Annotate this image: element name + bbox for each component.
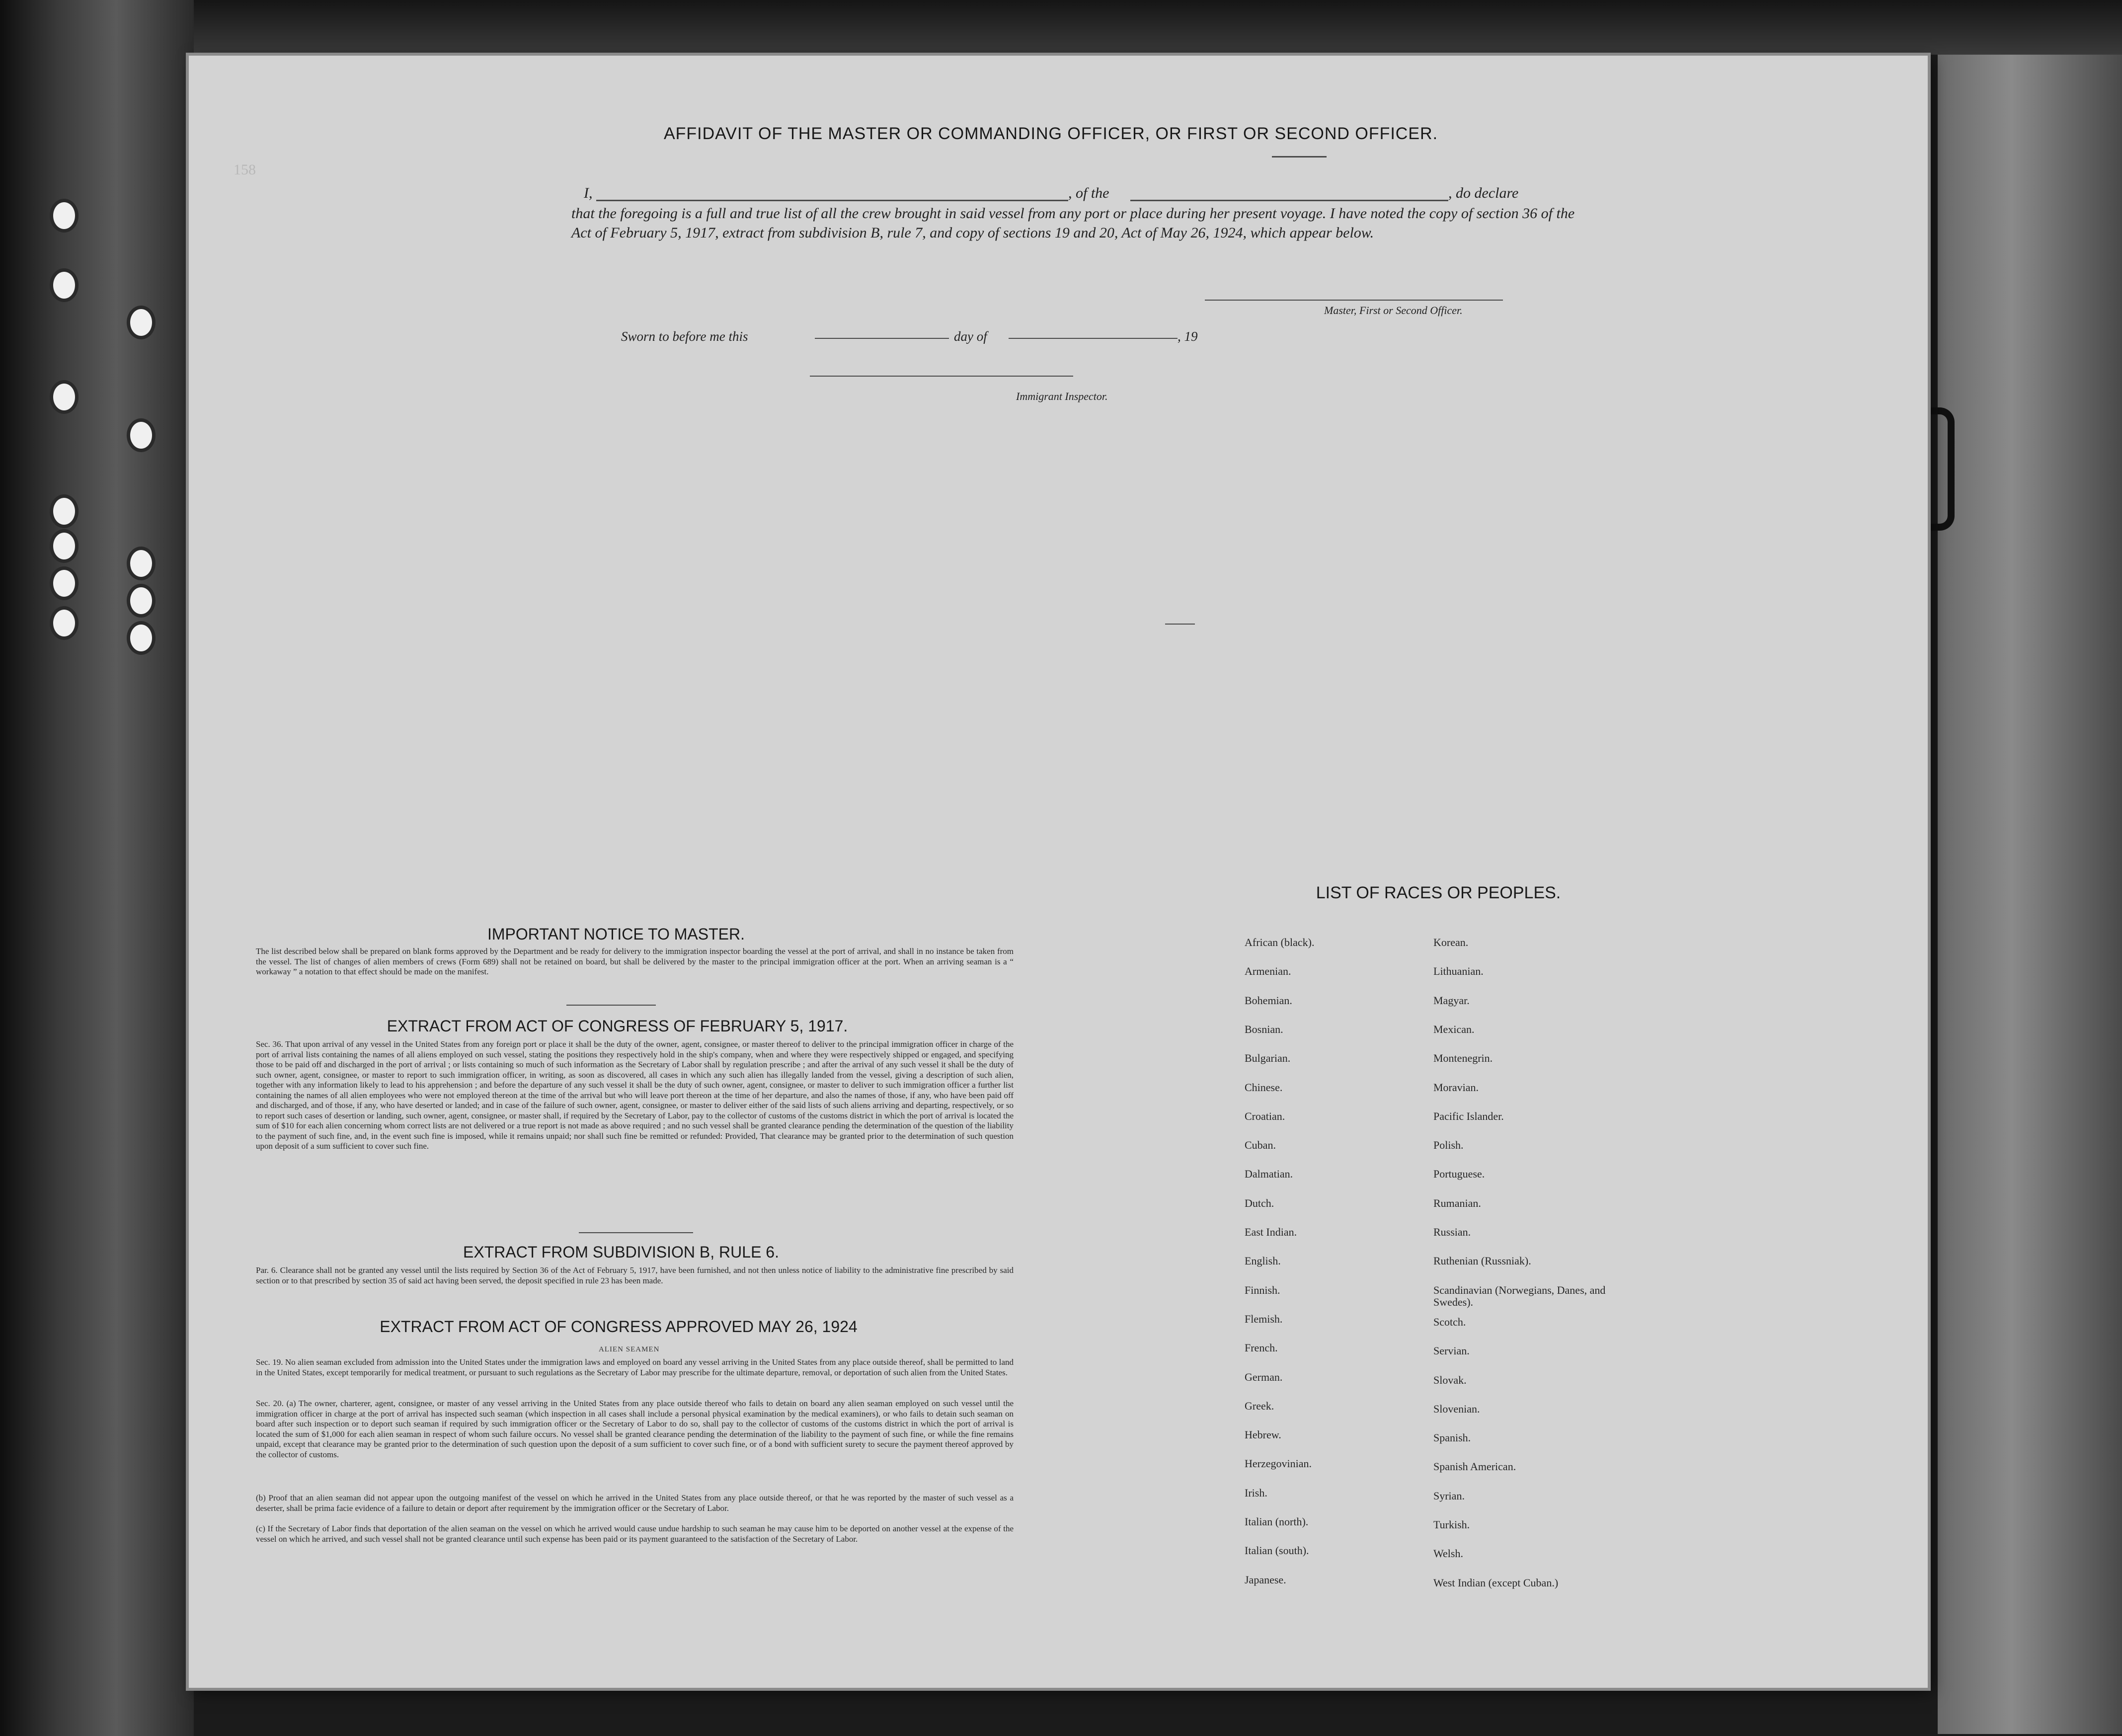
race-item: Korean. bbox=[1433, 936, 1469, 948]
race-item: Irish. bbox=[1245, 1486, 1267, 1499]
race-item: Finnish. bbox=[1245, 1283, 1280, 1296]
race-item: French. bbox=[1245, 1341, 1278, 1354]
race-item: Dalmatian. bbox=[1245, 1168, 1293, 1181]
affidavit-title: AFFIDAVIT OF THE MASTER OR COMMANDING OFFICER, OR FIRST OR SECOND OFFICER. bbox=[663, 124, 1438, 143]
race-item: Japanese. bbox=[1245, 1573, 1286, 1586]
notice-title: IMPORTANT NOTICE TO MASTER. bbox=[487, 925, 745, 943]
rule6-body: Par. 6. Clearance shall not be granted any vessel until the lists required by Section 36 of the Act of February 5, 1917, have been furnished, and not then unless notice of liability to the administrative fine prescribed by said section or to that prescribed by section 35 of said act having been served, the deposit specified in rule 23 has been made. bbox=[256, 1265, 1014, 1285]
sworn-label: Sworn to before me this bbox=[621, 329, 748, 344]
binder-hole bbox=[50, 199, 79, 233]
day-of-label: day of bbox=[954, 329, 987, 344]
race-item: Scandinavian (Norwegians, Danes, and Swedes). bbox=[1433, 1283, 1606, 1308]
scanner-top-edge bbox=[0, 0, 2122, 55]
race-item: Welsh. bbox=[1433, 1547, 1463, 1560]
alien-seamen-subtitle: ALIEN SEAMEN bbox=[599, 1345, 660, 1353]
extract-1924-title: EXTRACT FROM ACT OF CONGRESS APPROVED MAY 26, 1924 bbox=[380, 1318, 858, 1336]
race-item: African (black). bbox=[1245, 936, 1315, 948]
binder-hole bbox=[50, 606, 79, 640]
race-item: Syrian. bbox=[1433, 1489, 1465, 1502]
affidavit-i-label: I, bbox=[584, 185, 593, 201]
binder-hole bbox=[50, 268, 79, 302]
race-item: Russian. bbox=[1433, 1226, 1471, 1238]
race-item: Servian. bbox=[1433, 1344, 1470, 1357]
race-item: Spanish American. bbox=[1433, 1460, 1516, 1473]
name-blank-line[interactable] bbox=[596, 200, 1068, 201]
race-item: Bosnian. bbox=[1245, 1023, 1283, 1035]
sec19-body: Sec. 19. No alien seaman excluded from admission into the United States under the immigration laws and employed on board any vessel arriving in the United States from any place outside thereof, shall be permitted to land in the United States, except temporarily for medical treatment, or pursuant to such regulations as the Secretary of Labor may prescribe for the ultimate departure, removal, or deportation of such alien from the United States. bbox=[256, 1357, 1014, 1377]
sec20a-body: Sec. 20. (a) The owner, charterer, agent, consignee, or master of any vessel arriving in the United States from any place outside thereof who fails to detain on board any alien seaman employed on such vessel until the immigration officer in charge at the port of arrival has inspected such seaman (which inspection in all cases shall include a personal physical examination by the medical examiners), or who fails to detain such seaman on board after such inspection or to deport such seaman if required by such immigration officer or the Secretary of Labor to do so, shall pay to the collector of customs of the customs district in which the port of arrival is located the sum of $1,000 for each alien seaman in respect of whom such failure occurs. No vessel shall be granted clearance pending the determination of the liability to the payment of such fine, or while the fine remains unpaid, except that clearance may be granted prior to the determination of such question upon the deposit of a sum sufficient to cover such fine, or of a bond with sufficient surety to secure the payment thereof approved by the collector of customs. bbox=[256, 1399, 1014, 1459]
inspector-signature-label: Immigrant Inspector. bbox=[1016, 390, 1108, 402]
race-item: Flemish. bbox=[1245, 1312, 1283, 1325]
page-number: 158 bbox=[234, 161, 256, 178]
race-item: Italian (north). bbox=[1245, 1515, 1309, 1528]
master-signature-label: Master, First or Second Officer. bbox=[1324, 304, 1463, 316]
extract-1917-title: EXTRACT FROM ACT OF CONGRESS OF FEBRUARY 5, 1917. bbox=[387, 1017, 848, 1035]
vessel-blank-line[interactable] bbox=[1130, 200, 1448, 201]
binder-edge bbox=[0, 0, 194, 1736]
race-item: Bohemian. bbox=[1245, 994, 1292, 1007]
sec20c-body: (c) If the Secretary of Labor finds that deportation of the alien seaman on the vessel on which he arrived would cause undue hardship to such seaman he may cause him to be deported on another vessel at the expense of the vessel on which he arrived, and such vessel shall not be granted clearance until such expense has been paid or its payment guaranteed to the satisfaction of the Secretary of Labor. bbox=[256, 1524, 1014, 1544]
year-label: , 19 bbox=[1178, 329, 1198, 344]
race-item: Rumanian. bbox=[1433, 1196, 1481, 1209]
race-item: East Indian. bbox=[1245, 1226, 1297, 1238]
races-title: LIST OF RACES OR PEOPLES. bbox=[1316, 883, 1561, 902]
race-item: Spanish. bbox=[1433, 1431, 1471, 1444]
binder-hole bbox=[127, 547, 156, 580]
master-signature-line[interactable] bbox=[1205, 300, 1503, 301]
binder-hole bbox=[50, 380, 79, 414]
race-item: Ruthenian (Russniak). bbox=[1433, 1255, 1531, 1267]
binder-hole bbox=[127, 584, 156, 618]
race-item: Chinese. bbox=[1245, 1081, 1283, 1094]
race-item: Herzegovinian. bbox=[1245, 1457, 1312, 1470]
race-item: Greek. bbox=[1245, 1399, 1274, 1412]
notice-body: The list described below shall be prepared on blank forms approved by the Department and be ready for delivery to the immigration inspector boarding the vessel at the port of arrival, and shall in no instance be taken from the vessel. The list of changes of alien members of crews (Form 689) shall not be retained on board, but shall be delivered by the master to the principal immigration officer at the port. When an arriving seaman is a “ workaway ” a notation to that effect should be made on the manifest. bbox=[256, 947, 1014, 976]
race-item: Hebrew. bbox=[1245, 1428, 1281, 1441]
binder-hole bbox=[127, 621, 156, 655]
underlying-sheet bbox=[1938, 55, 2122, 1734]
sworn-day-blank[interactable] bbox=[815, 338, 949, 339]
race-item: Pacific Islander. bbox=[1433, 1109, 1504, 1122]
race-item: Magyar. bbox=[1433, 994, 1470, 1007]
binder-hole bbox=[50, 566, 79, 600]
sec20b-body: (b) Proof that an alien seaman did not appear upon the outgoing manifest of the vessel on which he arrived in the United States from any place outside thereof, or that he was reported by the master of such vessel as a deserter, shall be prima facie evidence of a failure to detain or deport after requirement by the immigration officer or the Secretary of Labor. bbox=[256, 1493, 1014, 1513]
race-item: West Indian (except Cuban.) bbox=[1433, 1576, 1559, 1589]
notice-divider bbox=[566, 1005, 656, 1006]
race-item: Mexican. bbox=[1433, 1023, 1475, 1035]
extract-1917-body: Sec. 36. That upon arrival of any vessel in the United States from any foreign port or place it shall be the duty of the owner, agent, consignee, or master thereof to deliver to the principal immigration officer in charge of the port of arrival lists containing the names of all aliens employed on such vessel, stating the positions they respectively hold in the ship's company, when and where they were respectively shipped or engaged, and specifying those to be paid off and discharged in the port of arrival ; or lists containing so much of such information as the Secretary of Labor shall by regulation prescribe ; and after the arrival of any such vessel it shall be the duty of such owner, agent, consignee, or master to report to such immigration officer, in writing, as soon as discovered, all cases in which any such alien has illegally landed from the vessel, giving a description of such alien, together with any information likely to lead to his apprehension ; and before the departure of any such vessel it shall be the duty of such owner, agent, consignee, or master to deliver to such immigration officer a further list containing the names of all alien employees who were not employed thereon at the time of the arrival but who will leave port thereon at the time of her departure, and also the names of those, if any, who have been paid off and discharged, and of those, if any, who have deserted or landed; and in case of the failure of such owner, agent, consignee, or master to deliver either of the said lists of such aliens arriving and departing, respectively, or so to report such cases of desertion or landing, such owner, agent, consignee, or master shall, if required by the Secretary of Labor, pay to the collector of customs of the customs district in which the port of arrival is located the sum of $10 for each alien concerning whom correct lists are not delivered or a true report is not made as above required ; and no such vessel shall be granted clearance pending the determination of the question of the liability to the payment of such fine, and, in the event such fine is imposed, while it remains unpaid; nor shall such fine be remitted or refunded: Provided, That clearance may be granted prior to the determination of such question upon deposit of a sum sufficient to cover such fine. bbox=[256, 1039, 1014, 1151]
race-item: Armenian. bbox=[1245, 965, 1291, 978]
race-item: English. bbox=[1245, 1255, 1281, 1267]
race-item: German. bbox=[1245, 1370, 1283, 1383]
sworn-month-blank[interactable] bbox=[1009, 338, 1178, 339]
binder-hole bbox=[50, 494, 79, 528]
race-item: Scotch. bbox=[1433, 1315, 1466, 1328]
title-underline bbox=[1272, 156, 1327, 158]
race-item: Bulgarian. bbox=[1245, 1052, 1291, 1065]
stray-mark bbox=[1165, 624, 1195, 625]
binder-hole bbox=[50, 529, 79, 563]
race-item: Italian (south). bbox=[1245, 1544, 1309, 1557]
rule6-title: EXTRACT FROM SUBDIVISION B, RULE 6. bbox=[463, 1243, 779, 1261]
race-item: Dutch. bbox=[1245, 1196, 1274, 1209]
race-item: Cuban. bbox=[1245, 1139, 1276, 1152]
extract-1917-divider bbox=[579, 1232, 693, 1233]
affidavit-of-the-label: , of the bbox=[1068, 185, 1109, 201]
race-item: Slovenian. bbox=[1433, 1402, 1480, 1415]
inspector-signature-line[interactable] bbox=[810, 376, 1073, 377]
race-item: Montenegrin. bbox=[1433, 1052, 1493, 1065]
race-item: Portuguese. bbox=[1433, 1168, 1485, 1181]
race-item: Slovak. bbox=[1433, 1373, 1467, 1386]
race-item: Turkish. bbox=[1433, 1518, 1470, 1531]
race-item: Moravian. bbox=[1433, 1081, 1479, 1094]
race-item: Lithuanian. bbox=[1433, 965, 1484, 978]
binder-hole bbox=[127, 418, 156, 452]
binder-clip-mark bbox=[1928, 407, 1955, 531]
race-item: Polish. bbox=[1433, 1139, 1464, 1152]
affidavit-do-declare-label: , do declare bbox=[1448, 185, 1519, 201]
affidavit-body: that the foregoing is a full and true list of all the crew brought in said vessel from any port or place during her present voyage. I have noted the copy of section 36 of the Act of February 5, 1917, extract from subdivision B, rule 7, and copy of sections 19 and 20, Act of May 26, 1924, which appear below. bbox=[571, 205, 1575, 241]
binder-hole bbox=[127, 306, 156, 339]
race-item: Croatian. bbox=[1245, 1109, 1285, 1122]
